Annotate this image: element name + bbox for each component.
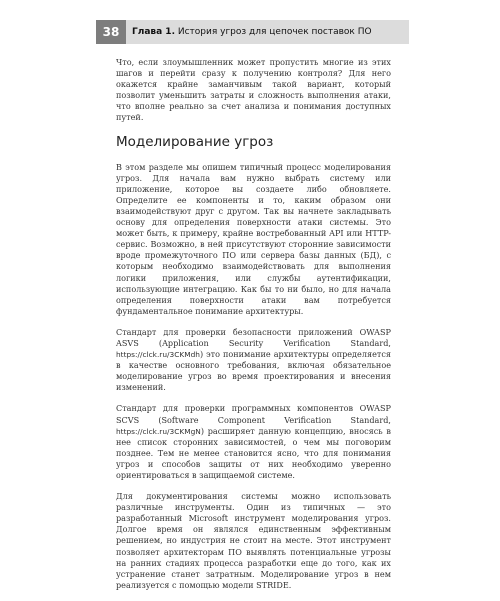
page-number: 38 [96, 20, 126, 44]
page-header [0, 20, 500, 44]
chapter-title-bar [126, 20, 409, 44]
asvs-text-end: ) это понимание архитектуры определяется в качестве основного требования, включая обязательное моделирование угроз во время проектирования и внесения изменений. [116, 349, 391, 393]
scvs-text-start: Стандарт для проверки программных компонентов OWASP SCVS (Software Component Verification Standard, [116, 403, 391, 425]
chapter-label: Глава 1. [132, 27, 175, 37]
scvs-text-end: ) расширяет данную концепцию, вносясь в нее список сторонних зависимостей, о чем мы поговорим позднее. Тем не менее становится ясно, что для понимания угроз и способов защиты от них необходимо уверенно ориентироваться в защищаемой системе. [116, 425, 391, 480]
chapter-title: История угроз для цепочек поставок ПО [177, 27, 372, 37]
asvs-text-start: Стандарт для проверки безопасности приложений OWASP ASVS (Application Security Verification Standard, [116, 326, 391, 348]
paragraph-process: В этом разделе мы опишем типичный процесс моделирования угроз. Для начала вам нужно выбрать систему или приложение, которое вы создаете либо обновляете. Определите ее компоненты и то, каким образом они взаимодействуют друг с другом. Так вы начнете закладывать основу для определения поверхности атаки системы. Это может быть, к примеру, крайне востребованный API или HTTP-сервис. Возможно, в ней присутствуют сторонние зависимости вроде промежуточного ПО или сервера базы данных (БД), с которым необходимо взаимодействовать для выполнения логики приложения, или службы аутентификации, использующие интеграцию. Как бы то ни было, но для начала определения поверхности атаки вам потребуется фундаментальное понимание архитектуры. [116, 161, 391, 316]
paragraph-intro: Что, если злоумышленник может пропустить многие из этих шагов и перейти сразу к получению контроля? Для него окажется крайне заманчивым такой вариант, который позволит уменьшить затраты и сложность выполнения атаки, что вполне реально за счет анализа и понимания доступных путей. [116, 57, 391, 123]
paragraph-asvs [116, 327, 391, 394]
asvs-link[interactable]: https://clck.ru/3CKMdh [116, 350, 200, 360]
paragraph-tools: Для документирования системы можно использовать различные инструменты. Один из типичных — это разработанный Microsoft инструмент моделирования угроз. Долгое время он являлся единственным эффективным решением, но индустрия не стоит на месте. Этот инструмент позволяет архитекторам ПО выявлять потенциальные угрозы на ранних стадиях процесса разработки еще до того, как их устранение станет затратным. Моделирование угроз в нем реализуется с помощью модели STRIDE. [116, 491, 391, 590]
scvs-link[interactable]: https://clck.ru/3CKMgN [116, 426, 201, 436]
page-body [116, 57, 391, 601]
paragraph-scvs [116, 403, 391, 481]
section-heading: Моделирование угроз [116, 133, 274, 150]
